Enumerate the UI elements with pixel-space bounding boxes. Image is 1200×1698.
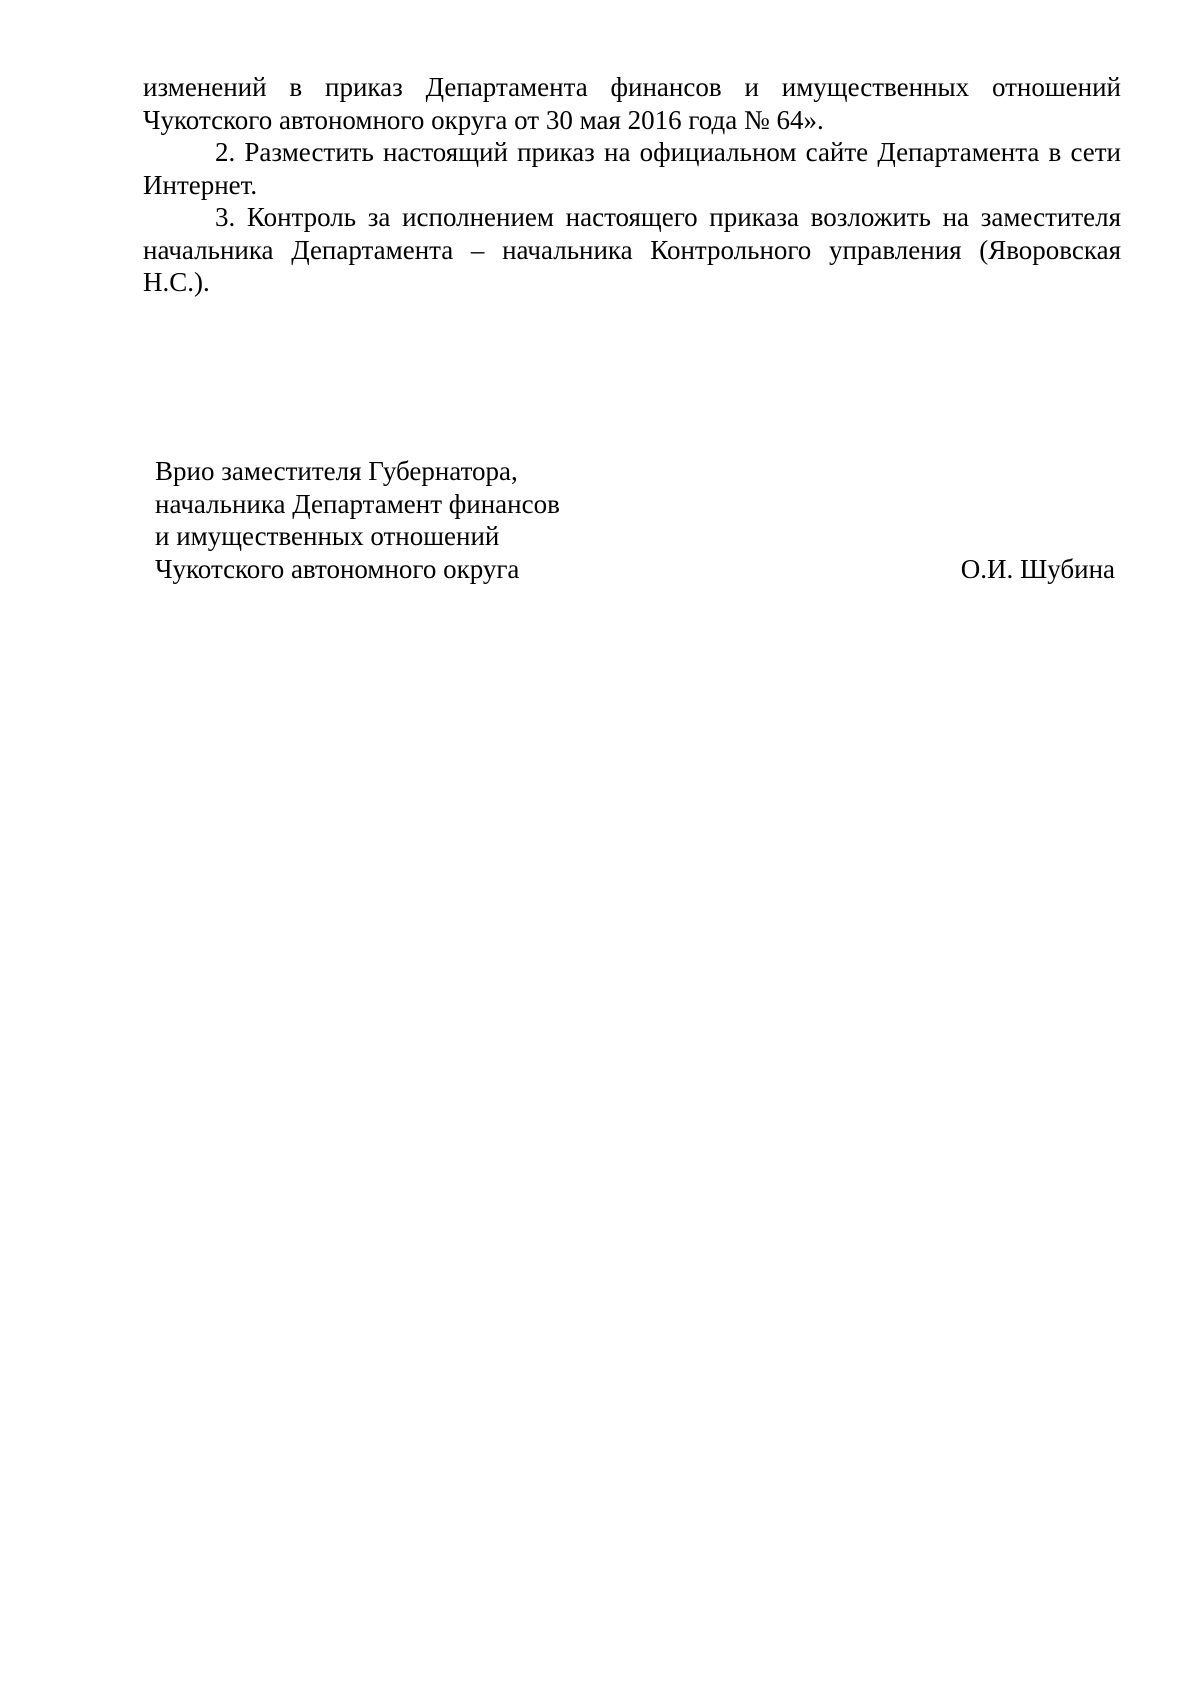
signature-block: [155, 455, 1121, 585]
signature-title-line-3: и имущественных отношений: [155, 521, 500, 551]
signature-title-line-4: Чукотского автономного округа: [155, 553, 520, 584]
signature-title-line-2: начальника Департамент финансов: [155, 488, 560, 519]
signature-title-line-1: Врио заместителя Губернатора,: [155, 456, 518, 486]
paragraph-item-2: 2. Разместить настоящий приказ на официальном сайте Департамента в сети Интернет.: [143, 137, 1121, 200]
paragraph-item-3: 3. Контроль за исполнением настоящего приказа возложить на заместителя начальника Департамента – начальника Контрольного управления (Яворовская Н.С.).: [143, 202, 1121, 297]
signatory-name: О.И. Шубина: [960, 553, 1115, 584]
paragraph-continuation: изменений в приказ Департамента финансов и имущественных отношений Чукотского автономного округа от 30 мая 2016 года № 64».: [143, 72, 1121, 135]
document-body: [143, 71, 1121, 299]
